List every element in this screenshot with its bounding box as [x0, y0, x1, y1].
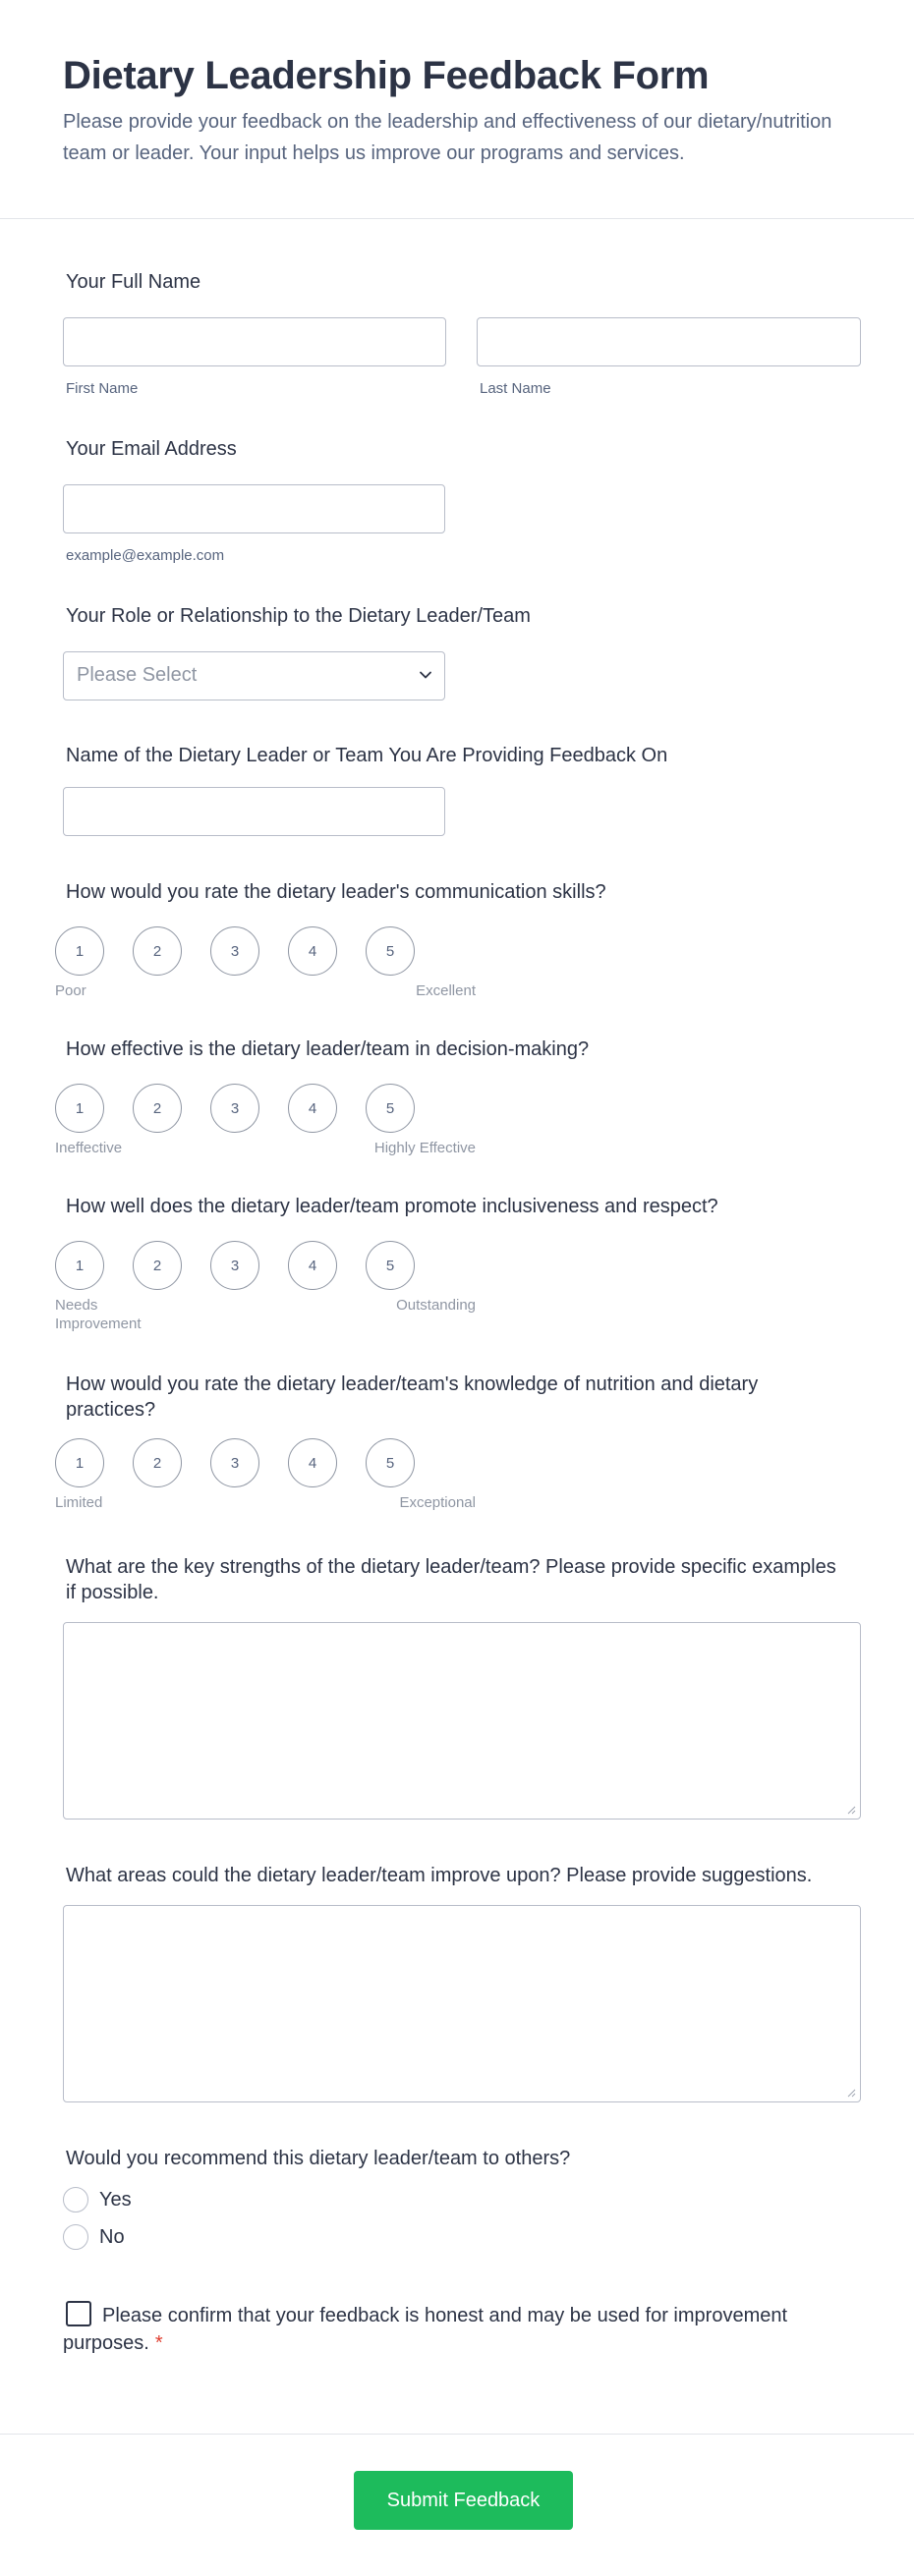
email-question — [63, 436, 861, 564]
full-name-question — [63, 269, 861, 397]
strengths-textarea[interactable] — [63, 1622, 861, 1820]
email-sublabel: example@example.com — [66, 547, 225, 564]
knowledge-question — [55, 1372, 861, 1511]
scale-high-label: Exceptional — [399, 1494, 476, 1511]
leader-name-label: Name of the Dietary Leader or Team You Are Providing Feedback On — [66, 745, 668, 766]
first-name-sublabel: First Name — [66, 380, 139, 397]
inclusiveness-scale — [55, 1241, 861, 1332]
last-name-group — [477, 317, 861, 397]
confirm-label[interactable] — [63, 2301, 810, 2357]
scale-option-1[interactable]: 1 — [55, 1241, 104, 1290]
submit-button[interactable]: Submit Feedback — [354, 2471, 573, 2530]
scale-option-3[interactable]: 3 — [210, 926, 259, 976]
scale-option-1[interactable]: 1 — [55, 1084, 104, 1133]
full-name-label: Your Full Name — [66, 271, 201, 293]
form-footer — [0, 2434, 914, 2576]
improvements-question — [63, 1863, 861, 2102]
last-name-input[interactable] — [477, 317, 861, 366]
improvements-textarea[interactable] — [63, 1905, 861, 2102]
role-select-placeholder: Please Select — [77, 664, 198, 686]
form-description: Please provide your feedback on the leadership and effectiveness of our dietary/nutrition team or leader. Your input helps us improve our programs and services. — [63, 111, 832, 164]
decision-making-scale — [55, 1084, 861, 1156]
decision-making-question — [55, 1036, 861, 1156]
email-label: Your Email Address — [66, 438, 237, 460]
strengths-label: What are the key strengths of the dietary leader/team? Please provide specific examples if possible. — [66, 1556, 836, 1603]
scale-label: How effective is the dietary leader/team in decision-making? — [66, 1038, 590, 1060]
scale-high-label: Excellent — [416, 982, 476, 999]
scale-high-label: Highly Effective — [373, 1140, 476, 1156]
scale-low-label: Poor — [55, 982, 86, 999]
strengths-question — [63, 1554, 861, 1820]
form-header — [0, 0, 914, 219]
scale-high-label: Outstanding — [396, 1297, 476, 1314]
name-row — [63, 317, 861, 397]
confirm-question — [63, 2301, 810, 2357]
email-input[interactable] — [63, 484, 445, 533]
role-question — [63, 603, 861, 700]
confirm-checkbox[interactable] — [66, 2301, 91, 2326]
scale-option-2[interactable]: 2 — [133, 1438, 182, 1487]
improvements-label: What areas could the dietary leader/team improve upon? Please provide suggestions. — [66, 1865, 813, 1886]
scale-option-5[interactable]: 5 — [366, 1084, 415, 1133]
scale-option-3[interactable]: 3 — [210, 1241, 259, 1290]
scale-option-5[interactable]: 5 — [366, 1241, 415, 1290]
scale-option-4[interactable]: 4 — [288, 926, 337, 976]
resize-handle-icon[interactable] — [846, 2088, 856, 2098]
scale-low-label: Limited — [55, 1494, 103, 1511]
communication-question — [55, 879, 861, 999]
form-body — [0, 269, 914, 2357]
radio-option-no[interactable] — [63, 2224, 861, 2250]
knowledge-scale — [55, 1438, 861, 1511]
communication-scale — [55, 926, 861, 999]
scale-option-1[interactable]: 1 — [55, 1438, 104, 1487]
required-marker: * — [154, 2332, 163, 2354]
first-name-group — [63, 317, 446, 397]
inclusiveness-question — [55, 1194, 861, 1332]
role-select[interactable] — [63, 651, 445, 700]
first-name-input[interactable] — [63, 317, 446, 366]
role-label: Your Role or Relationship to the Dietary Leader/Team — [66, 605, 531, 627]
scale-low-label: Needs Improvement — [55, 1297, 142, 1332]
form-title: Dietary Leadership Feedback Form — [63, 54, 710, 97]
radio-option-yes[interactable] — [63, 2187, 861, 2212]
scale-option-3[interactable]: 3 — [210, 1438, 259, 1487]
resize-handle-icon[interactable] — [846, 1805, 856, 1815]
scale-option-5[interactable]: 5 — [366, 1438, 415, 1487]
scale-option-4[interactable]: 4 — [288, 1241, 337, 1290]
leader-name-question — [63, 743, 861, 836]
scale-option-1[interactable]: 1 — [55, 926, 104, 976]
last-name-sublabel: Last Name — [480, 380, 551, 397]
scale-option-2[interactable]: 2 — [133, 1084, 182, 1133]
radio-label: Yes — [99, 2188, 132, 2211]
scale-option-5[interactable]: 5 — [366, 926, 415, 976]
confirm-text: Please confirm that your feedback is honest and may be used for improvement purposes. — [63, 2305, 788, 2354]
scale-option-2[interactable]: 2 — [133, 1241, 182, 1290]
chevron-down-icon — [419, 668, 432, 682]
recommend-question — [63, 2146, 861, 2250]
scale-label: How well does the dietary leader/team promote inclusiveness and respect? — [66, 1196, 718, 1217]
scale-label: How would you rate the dietary leader/team's knowledge of nutrition and dietary practices? — [66, 1373, 759, 1421]
scale-option-2[interactable]: 2 — [133, 926, 182, 976]
scale-option-4[interactable]: 4 — [288, 1438, 337, 1487]
scale-label: How would you rate the dietary leader's communication skills? — [66, 881, 606, 903]
recommend-label: Would you recommend this dietary leader/team to others? — [66, 2148, 571, 2169]
radio-button[interactable] — [63, 2187, 88, 2212]
scale-option-3[interactable]: 3 — [210, 1084, 259, 1133]
scale-low-label: Ineffective — [55, 1140, 123, 1156]
radio-label: No — [99, 2225, 125, 2248]
leader-name-input[interactable] — [63, 787, 445, 836]
radio-button[interactable] — [63, 2224, 88, 2250]
scale-option-4[interactable]: 4 — [288, 1084, 337, 1133]
